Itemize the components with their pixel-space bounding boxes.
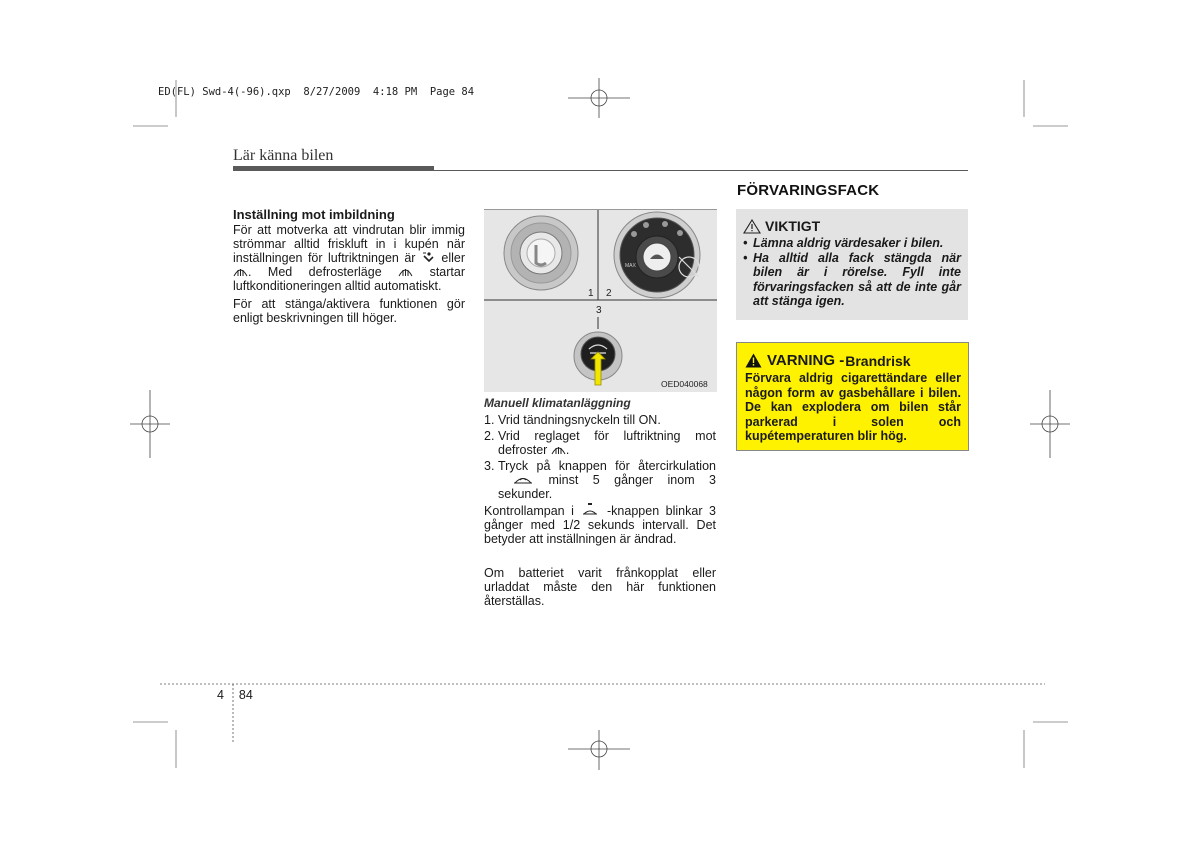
important-notice-title: VIKTIGT [765, 218, 821, 234]
registration-mark-top [568, 78, 630, 118]
left-column [233, 208, 465, 325]
fire-warning-title-row [745, 352, 961, 369]
warning-triangle-icon [745, 353, 762, 368]
chapter-number: 4 [217, 688, 224, 702]
important-notice-box [736, 209, 968, 320]
fog-heading: Inställning mot imbildning [233, 207, 395, 222]
figure-code: OED040068 [661, 379, 708, 389]
defrost-icon [233, 266, 248, 277]
step-1 [484, 413, 716, 427]
header-rule-bar [233, 166, 434, 171]
fog-paragraph-text-b: eller [441, 251, 465, 265]
storage-heading: FÖRVARINGSFACK [737, 182, 880, 199]
fog-paragraph [233, 223, 465, 293]
step-2-text [498, 429, 716, 457]
step-2-text-b: . [565, 443, 570, 457]
indicator-paragraph-text-b: -knappen blinkar 3 gånger med 1/2 sekunds intervall. Det betyder att inställningen är ändrad. [484, 504, 716, 546]
step-1-number: 1. [484, 413, 495, 427]
fog-paragraph-text-c: . Med defrosterläge [248, 265, 382, 279]
section-title: Lär känna bilen [233, 147, 334, 164]
defrost-icon [398, 266, 413, 277]
fire-warning-title: Brandrisk [845, 352, 911, 369]
climate-control-figure [484, 209, 717, 392]
fire-warning-text: Förvara aldrig cigarettändare eller någon form av gasbehållare i bilen. De kan explodera om bilen står parkerad i solen och kupétemperaturen blir hög. [745, 371, 961, 443]
middle-column [484, 413, 716, 608]
list-item: • Lämna aldrig värdesaker i bilen. [743, 236, 961, 251]
figure-label-2: 2 [606, 288, 612, 299]
knob-max-label: MAX [625, 263, 636, 269]
figure-label-3: 3 [596, 305, 602, 316]
important-notice-title-row [743, 218, 961, 234]
step-3 [484, 459, 716, 501]
figure-caption: Manuell klimatanläggning [484, 396, 631, 410]
step-3-text-a: Tryck på knappen för återcirkulation [498, 459, 716, 473]
fire-warning-title-prefix: VARNING - [767, 352, 845, 369]
important-notice-list [743, 236, 961, 309]
important-notice-bullet-1: Lämna aldrig värdesaker i bilen. [753, 236, 944, 250]
step-3-text-b: minst 5 gånger inom 3 sekunder. [498, 473, 716, 501]
registration-mark-bottom [568, 730, 630, 770]
fog-paragraph-text-a: För att motverka att vindrutan blir immig strömmar alltid friskluft in i kupén när inställningen för luftriktningen är [233, 223, 465, 265]
battery-paragraph: Om batteriet varit frånkopplat eller urladdat måste den här funktionen återställas. [484, 566, 716, 608]
step-2-text-a: Vrid reglaget för luftriktning mot defroster [498, 429, 716, 457]
page-number [217, 688, 253, 702]
step-1-text: Vrid tändningsnyckeln till ON. [498, 413, 661, 427]
floor-defrost-mode-icon [421, 252, 436, 263]
list-item: • Ha alltid alla fack stängda när bilen är i rörelse. Fyll inte förvaringsfacken så att de inte går att stänga igen. [743, 250, 961, 308]
mode-knob-illustration [614, 212, 700, 298]
fan-knob-illustration [504, 216, 578, 290]
recirculation-icon [512, 474, 534, 485]
climate-control-illustration [484, 209, 717, 392]
page-number-value: 84 [238, 688, 253, 702]
fog-paragraph-2: För att stänga/aktivera funktionen gör enligt beskrivningen till höger. [233, 297, 465, 325]
caution-triangle-icon [743, 219, 761, 234]
indicator-paragraph [484, 503, 716, 546]
defrost-icon [551, 444, 566, 455]
figure-label-1: 1 [588, 288, 594, 299]
recirculation-button-illustration [574, 332, 622, 385]
step-2 [484, 429, 716, 457]
step-3-number: 3. [484, 459, 495, 473]
registration-mark-left [130, 390, 170, 458]
registration-mark-right [1030, 390, 1070, 458]
step-3-text [498, 459, 716, 501]
indicator-paragraph-text-a: Kontrollampan i [484, 504, 574, 518]
recirculation-indicator-icon [580, 503, 600, 516]
fog-paragraph-text-d: startar luftkonditioneringen alltid automatiskt. [233, 265, 465, 293]
header-rule-line [434, 170, 968, 171]
important-notice-bullet-2: Ha alltid alla fack stängda när bilen är i rörelse. Fyll inte förvaringsfacken så att de inte går att stänga igen. [753, 250, 961, 308]
footer-rules [160, 684, 1045, 742]
step-2-number: 2. [484, 429, 495, 443]
fire-warning-box [736, 342, 969, 451]
print-slug: ED(FL) Swd-4(-96).qxp 8/27/2009 4:18 PM Page 84 [158, 86, 475, 98]
